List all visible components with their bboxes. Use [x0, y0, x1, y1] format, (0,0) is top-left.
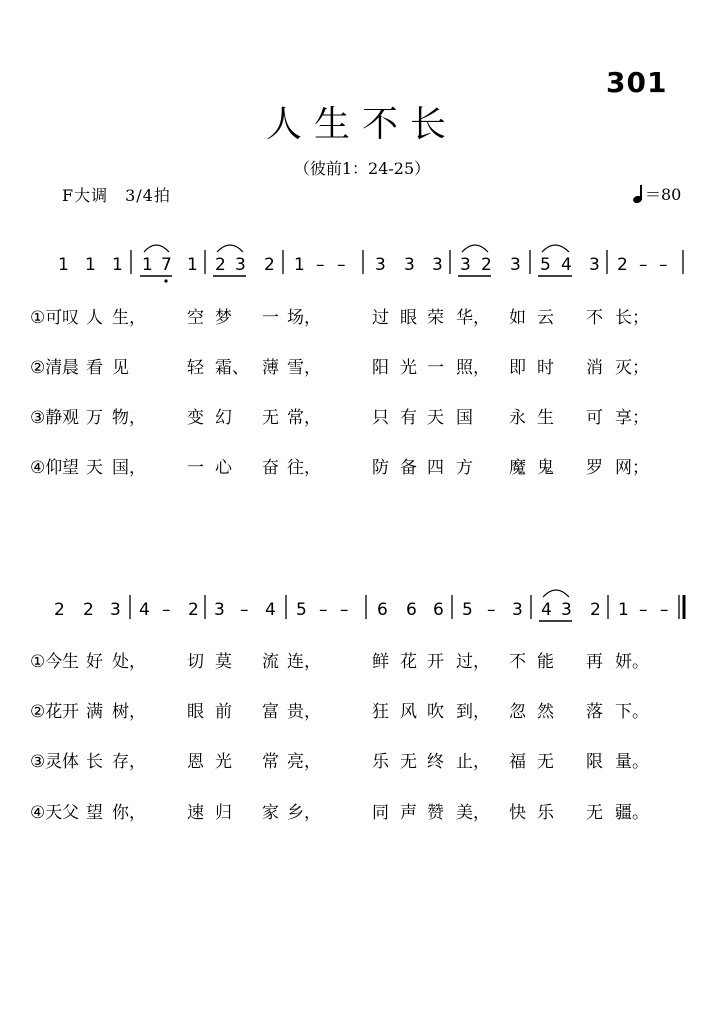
note: 3: [460, 255, 471, 275]
lyric-syllable: 天: [86, 458, 103, 478]
lyric-syllable: 终: [427, 752, 444, 772]
lyric-syllable: ②清: [30, 358, 63, 378]
low-octave-dot: [164, 279, 167, 282]
note: 2: [188, 600, 199, 620]
lyric-syllable: 物，: [112, 408, 146, 428]
lyric-syllable: ③灵: [30, 752, 63, 772]
lyric-syllable: 一: [427, 358, 444, 378]
lyric-syllable: 无: [262, 408, 279, 428]
note: 1: [618, 600, 629, 620]
slur: [543, 590, 569, 597]
lyric-syllable: 观: [62, 408, 79, 428]
lyric-syllable: ④天: [30, 803, 63, 823]
lyric-syllable: 生，: [112, 308, 146, 328]
lyric-syllable: 恩: [187, 752, 204, 772]
lyric-syllable: 国: [456, 408, 473, 428]
lyric-syllable: 时: [537, 358, 554, 378]
note: 2: [54, 600, 65, 620]
lyric-syllable: ④仰: [30, 458, 63, 478]
lyric-syllable: 过: [372, 308, 389, 328]
note: 3: [235, 255, 246, 275]
lyric-syllable: 望: [62, 458, 79, 478]
lyric-syllable: 云: [537, 308, 554, 328]
lyric-syllable: 阳: [372, 358, 389, 378]
lyric-syllable: 无: [400, 752, 417, 772]
lyric-syllable: 消: [586, 358, 603, 378]
lyric-syllable: 开: [427, 652, 444, 672]
lyric-syllable: 眼: [187, 702, 204, 722]
lyric-syllable: 开: [62, 702, 79, 722]
lyric-syllable: ①今: [30, 652, 63, 672]
lyric-syllable: 乐: [537, 803, 554, 823]
lyric-syllable: ①可: [30, 308, 63, 328]
lyric-syllable: 轻: [187, 358, 204, 378]
lyric-syllable: 然: [537, 702, 554, 722]
dash: –: [240, 600, 249, 620]
lyric-syllable: 无: [586, 803, 603, 823]
slur: [542, 245, 569, 252]
lyric-syllable: 永: [509, 408, 526, 428]
note: 2: [617, 255, 628, 275]
note: 7: [161, 255, 172, 275]
note: 2: [590, 600, 601, 620]
lyric-syllable: 即: [509, 358, 526, 378]
lyric-syllable: 家: [262, 803, 279, 823]
lyric-syllable: 可: [586, 408, 603, 428]
lyric-syllable: 光: [400, 358, 417, 378]
tempo-value: ＝80: [645, 185, 682, 204]
dash: –: [659, 255, 668, 275]
lyric-syllable: 福: [509, 752, 526, 772]
lyric-syllable: 一: [187, 458, 204, 478]
dash: –: [319, 600, 328, 620]
lyric-syllable: 常，: [287, 408, 321, 428]
note: 4: [139, 600, 150, 620]
lyric-syllable: 富: [262, 702, 279, 722]
lyric-syllable: 魔: [509, 458, 526, 478]
lyric-syllable: 长；: [615, 308, 649, 328]
lyric-syllable: 量。: [615, 752, 649, 772]
lyric-syllable: 狂: [372, 702, 389, 722]
lyric-syllable: 妍。: [615, 652, 649, 672]
slur: [144, 245, 169, 252]
lyric-syllable: 罗: [586, 458, 603, 478]
lyric-syllable: 薄: [262, 358, 279, 378]
note: 2: [481, 255, 492, 275]
lyric-syllable: 落: [586, 702, 603, 722]
lyric-syllable: 见: [112, 358, 129, 378]
slur: [462, 245, 488, 252]
lyric-syllable: 父: [62, 803, 79, 823]
lyric-syllable: 空: [187, 308, 204, 328]
lyric-syllable: 乡，: [287, 803, 321, 823]
lyric-syllable: 人: [86, 308, 103, 328]
lyric-syllable: 莫: [215, 652, 232, 672]
lyric-syllable: 万: [86, 408, 103, 428]
lyric-syllable: 往，: [287, 458, 321, 478]
note: 6: [377, 600, 388, 620]
page-title: 人生不长: [265, 104, 458, 145]
dash: –: [316, 255, 325, 275]
note: 4: [541, 600, 552, 620]
lyric-syllable: 限: [586, 752, 603, 772]
note: 1: [187, 255, 198, 275]
dash: –: [660, 600, 669, 620]
note: 2: [264, 255, 275, 275]
lyric-syllable: 有: [400, 408, 417, 428]
lyric-syllable: 你，: [112, 803, 146, 823]
lyric-syllable: 叹: [62, 308, 79, 328]
lyric-syllable: 只: [372, 408, 389, 428]
lyric-syllable: 四: [427, 458, 444, 478]
note: 3: [404, 255, 415, 275]
scripture-reference: （彼前1：24-25）: [293, 159, 431, 178]
lyric-syllable: 享；: [615, 408, 649, 428]
lyric-syllable: 网；: [615, 458, 649, 478]
lyric-syllable: 生: [62, 652, 79, 672]
note: 1: [58, 255, 69, 275]
lyric-syllable: 方: [456, 458, 473, 478]
note: 6: [406, 600, 417, 620]
lyric-syllable: 眼: [400, 308, 417, 328]
lyric-syllable: 满: [86, 702, 103, 722]
lyric-syllable: 再: [586, 652, 603, 672]
note: 3: [510, 255, 521, 275]
lyric-syllable: 照，: [456, 358, 490, 378]
lyric-syllable: 快: [509, 803, 526, 823]
lyric-syllable: 速: [187, 803, 204, 823]
lyric-syllable: 天: [427, 408, 444, 428]
system2-lyrics: [30, 652, 649, 823]
dash: –: [639, 255, 648, 275]
lyric-syllable: 雪，: [287, 358, 321, 378]
note: 5: [540, 255, 551, 275]
note: 5: [462, 600, 473, 620]
lyric-syllable: 前: [215, 702, 232, 722]
note: 1: [142, 255, 153, 275]
lyric-syllable: 过，: [456, 652, 490, 672]
lyric-syllable: 荣: [427, 308, 444, 328]
lyric-syllable: 不: [586, 308, 603, 328]
note: 3: [432, 255, 443, 275]
lyric-syllable: 到，: [456, 702, 490, 722]
lyric-syllable: 好: [86, 652, 103, 672]
dash: –: [487, 600, 496, 620]
note: 6: [433, 600, 444, 620]
system1-lyrics: [30, 308, 649, 478]
lyric-syllable: 止，: [456, 752, 490, 772]
lyric-syllable: 亮，: [287, 752, 321, 772]
lyric-syllable: 如: [509, 308, 526, 328]
lyric-syllable: 梦: [215, 308, 232, 328]
lyric-syllable: 备: [400, 458, 417, 478]
lyric-syllable: 场，: [287, 308, 321, 328]
lyric-syllable: 无: [537, 752, 554, 772]
lyric-syllable: 赞: [427, 803, 444, 823]
lyric-syllable: 一: [262, 308, 279, 328]
lyric-syllable: 国，: [112, 458, 146, 478]
lyric-syllable: 流: [262, 652, 279, 672]
lyric-syllable: 华，: [456, 308, 490, 328]
note: 3: [110, 600, 121, 620]
note: 2: [215, 255, 226, 275]
lyric-syllable: ③静: [30, 408, 63, 428]
lyric-syllable: 美，: [456, 803, 490, 823]
lyric-syllable: 防: [372, 458, 389, 478]
lyric-syllable: 存，: [112, 752, 146, 772]
lyric-syllable: 望: [86, 803, 103, 823]
note: 3: [561, 600, 572, 620]
lyric-syllable: 不: [509, 652, 526, 672]
lyric-syllable: 忽: [509, 702, 526, 722]
lyric-syllable: 连，: [287, 652, 321, 672]
lyric-syllable: 长: [86, 752, 103, 772]
lyric-syllable: 声: [400, 803, 417, 823]
lyric-syllable: 生: [537, 408, 554, 428]
lyric-syllable: 风: [400, 702, 417, 722]
lyric-syllable: 归: [215, 803, 232, 823]
lyric-syllable: 同: [372, 803, 389, 823]
note: 5: [296, 600, 307, 620]
note: 2: [83, 600, 94, 620]
dash: –: [162, 600, 171, 620]
lyric-syllable: 能: [537, 652, 554, 672]
lyric-syllable: 变: [187, 408, 204, 428]
lyric-syllable: 处，: [112, 652, 146, 672]
lyric-syllable: 树，: [112, 702, 146, 722]
lyric-syllable: 鬼: [537, 458, 554, 478]
lyric-syllable: 幻: [215, 408, 232, 428]
note: 4: [561, 255, 572, 275]
lyric-syllable: 切: [187, 652, 204, 672]
lyric-syllable: 霜、: [215, 358, 249, 378]
note: 1: [85, 255, 96, 275]
note: 3: [512, 600, 523, 620]
lyric-syllable: ②花: [30, 702, 63, 722]
dash: –: [337, 255, 346, 275]
note: 1: [112, 255, 123, 275]
note: 3: [589, 255, 600, 275]
slur: [217, 245, 243, 252]
note: 3: [375, 255, 386, 275]
hymn-number: 301: [606, 66, 668, 99]
lyric-syllable: 下。: [615, 702, 649, 722]
note: 3: [214, 600, 225, 620]
dash: –: [639, 600, 648, 620]
dash: –: [340, 600, 349, 620]
note: 1: [294, 255, 305, 275]
lyric-syllable: 疆。: [615, 803, 649, 823]
lyric-syllable: 花: [400, 652, 417, 672]
key-time-signature: F大调 3/4拍: [62, 186, 171, 205]
lyric-syllable: 看: [86, 358, 103, 378]
lyric-syllable: 鲜: [372, 652, 389, 672]
lyric-syllable: 灭；: [615, 358, 649, 378]
system2-notes: [54, 600, 669, 620]
lyric-syllable: 晨: [62, 358, 79, 378]
lyric-syllable: 常: [262, 752, 279, 772]
lyric-syllable: 乐: [372, 752, 389, 772]
lyric-syllable: 光: [215, 752, 232, 772]
lyric-syllable: 贵，: [287, 702, 321, 722]
lyric-syllable: 心: [215, 458, 232, 478]
lyric-syllable: 吹: [427, 702, 444, 722]
note: 4: [265, 600, 276, 620]
lyric-syllable: 奋: [262, 458, 279, 478]
lyric-syllable: 体: [62, 752, 79, 772]
